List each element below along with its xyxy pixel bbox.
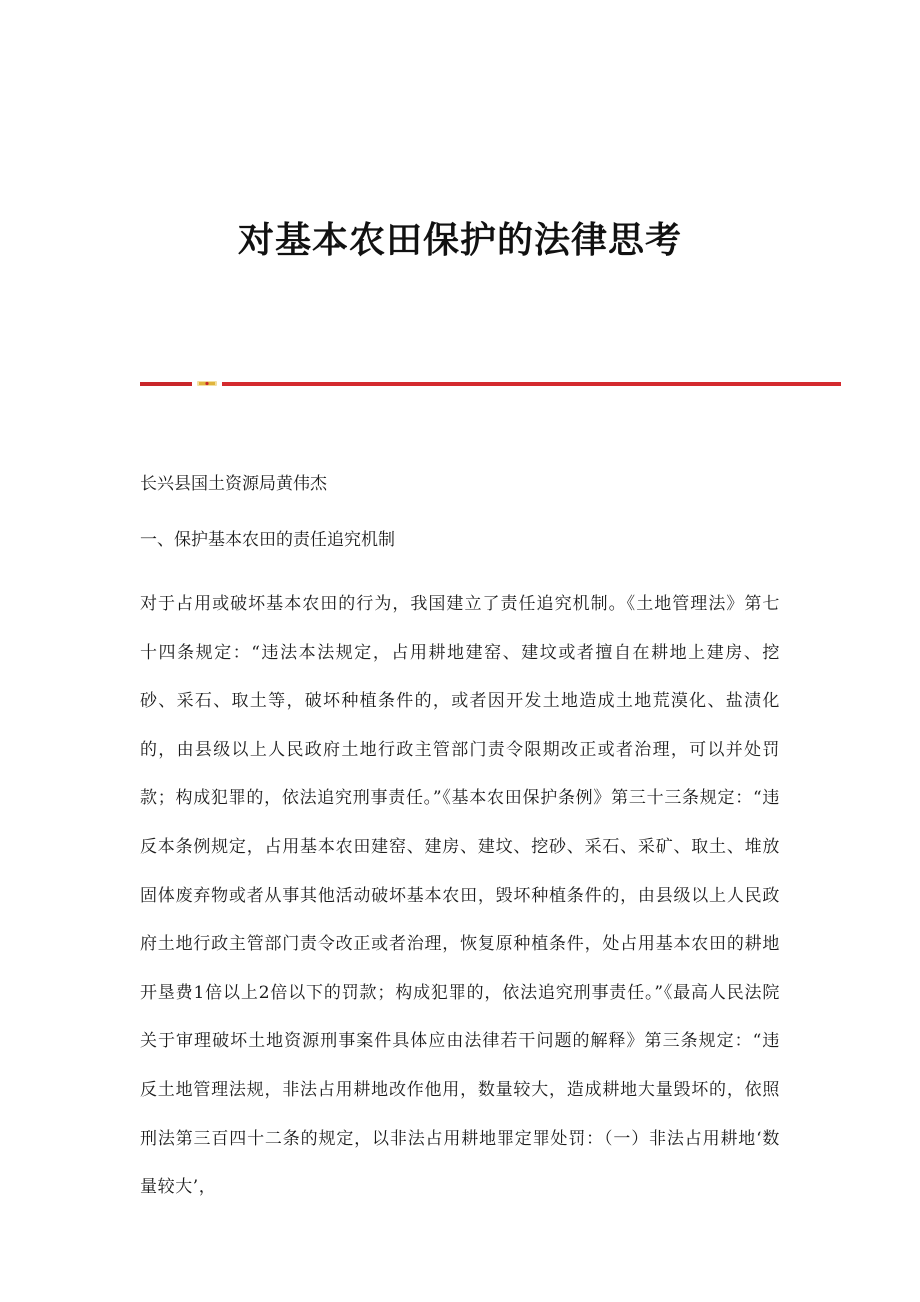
section-heading: 一、保护基本农田的责任追究机制 <box>140 530 395 550</box>
divider-bar-left <box>140 382 192 386</box>
divider-bar-right <box>222 382 841 386</box>
title-divider <box>140 380 841 387</box>
divider-ornament-icon <box>197 380 217 387</box>
body-paragraph: 对于占用或破坏基本农田的行为，我国建立了责任追究机制。《土地管理法》第七十四条规定：“违法本法规定，占用耕地建窑、建坟或者擅自在耕地上建房、挖砂、采石、取土等，破坏种植条件的，或者因开发土地造成土地荒漠化、盐渍化的，由县级以上人民政府土地行政主管部门责令限期改正或者治理，可以并处罚款；构成犯罪的，依法追究刑事责任。”《基本农田保护条例》第三十三条规定：“违反本条例规定，占用基本农田建窑、建房、建坟、挖砂、采石、采矿、取土、堆放固体废弃物或者从事其他活动破坏基本农田，毁坏种植条件的，由县级以上人民政府土地行政主管部门责令改正或者治理，恢复原种植条件，处占用基本农田的耕地开垦费1倍以上2倍以下的罚款；构成犯罪的，依法追究刑事责任。”《最高人民法院关于审理破坏土地资源刑事案件具体应由法律若干问题的解释》第三条规定：“违反土地管理法规，非法占用耕地改作他用，数量较大，造成耕地大量毁坏的，依照刑法第三百四十二条的规定，以非法占用耕地罪定罪处罚：（一）非法占用耕地‘数量较大’， <box>140 594 780 1198</box>
author-line: 长兴县国土资源局黄伟杰 <box>140 474 327 494</box>
document-title: 对基本农田保护的法律思考 <box>237 219 682 261</box>
